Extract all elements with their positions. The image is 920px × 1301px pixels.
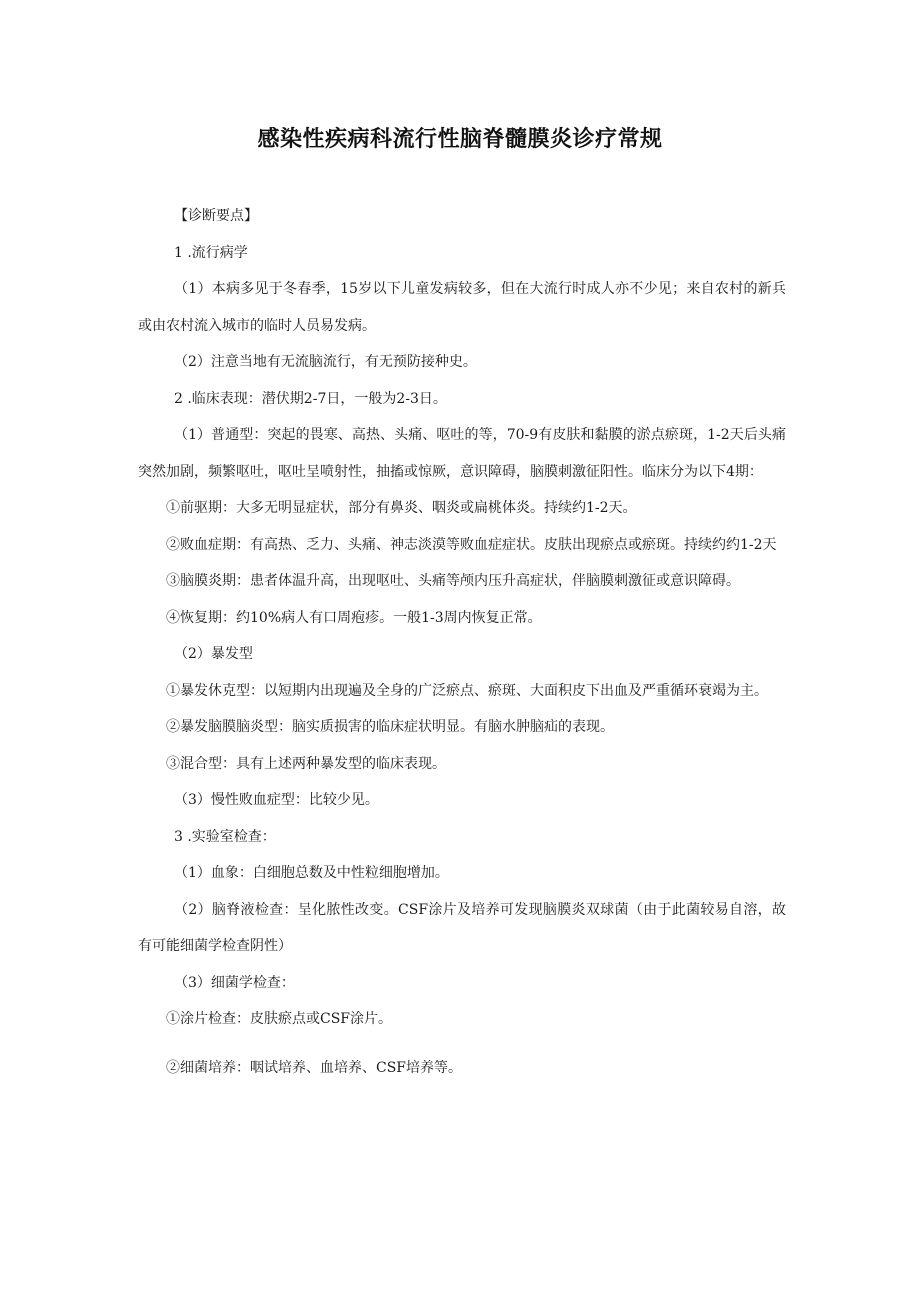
paragraph: ④恢复期：约10%病人有口周疱疹。一般1-3周内恢复正常。 <box>166 609 542 626</box>
paragraph: ②败血症期：有高热、乏力、头痛、神志淡漠等败血症症状。皮肤出现瘀点或瘀斑。持续约约1-2天 <box>166 536 777 553</box>
paragraph: ②暴发脑膜脑炎型：脑实质损害的临床症状明显。有脑水肿脑疝的表现。 <box>166 719 614 735</box>
paragraph: ①前驱期：大多无明显症状，部分有鼻炎、咽炎或扁桃体炎。持续约1-2天。 <box>166 500 637 516</box>
paragraph: ①暴发休克型：以短期内出现遍及全身的广泛瘀点、瘀斑、大面积皮下出血及严重循环衰竭为主。 <box>166 682 768 699</box>
paragraph: ②细菌培养：咽试培养、血培养、CSF培养等。 <box>166 1059 463 1076</box>
paragraph: （1）血象：白细胞总数及中性粒细胞增加。 <box>174 865 449 881</box>
section-heading-epidemiology: 1 .流行病学 <box>174 244 248 261</box>
paragraph: （2）脑脊液检查：呈化脓性改变。CSF涂片及培养可发现脑膜炎双球菌（由于此菌较易自溶，故有可能细菌学检查阴性） <box>138 901 786 954</box>
paragraph: ①涂片检查：皮肤瘀点或CSF涂片。 <box>166 1011 393 1027</box>
paragraph: （1）本病多见于冬春季，15岁以下儿童发病较多，但在大流行时成人亦不少见；来自农村的新兵或由农村流入城市的临时人员易发病。 <box>138 281 786 334</box>
document-title: 感染性疾病科流行性脑脊髓膜炎诊疗常规 <box>257 127 663 152</box>
paragraph: ③脑膜炎期：患者体温升高，出现呕吐、头痛等颅内压升高症状，伴脑膜刺激征或意识障碍。 <box>166 573 740 589</box>
paragraph: （3）慢性败血症型：比较少见。 <box>174 792 379 808</box>
paragraph: ③混合型：具有上述两种暴发型的临床表现。 <box>166 755 446 772</box>
section-heading-clinical: 2 .临床表现：潜伏期2-7日，一般为2-3日。 <box>174 390 447 407</box>
document-body <box>138 198 786 1086</box>
subsection-heading: （2）暴发型 <box>174 646 253 662</box>
subsection-heading: （3）细菌学检查： <box>174 974 295 991</box>
section-heading-diagnosis: 【诊断要点】 <box>174 208 258 224</box>
paragraph: （1）普通型：突起的畏寒、高热、头痛、呕吐的等，70-9有皮肤和黏膜的淤点瘀斑，1-2天后头痛突然加剧，频繁呕吐，呕吐呈喷射性，抽搐或惊厥，意识障碍，脑膜刺激征阳性。临床分为以下4期： <box>138 427 786 480</box>
paragraph: （2）注意当地有无流脑流行，有无预防接种史。 <box>174 354 477 370</box>
section-heading-lab: 3 .实验室检查： <box>174 828 276 845</box>
